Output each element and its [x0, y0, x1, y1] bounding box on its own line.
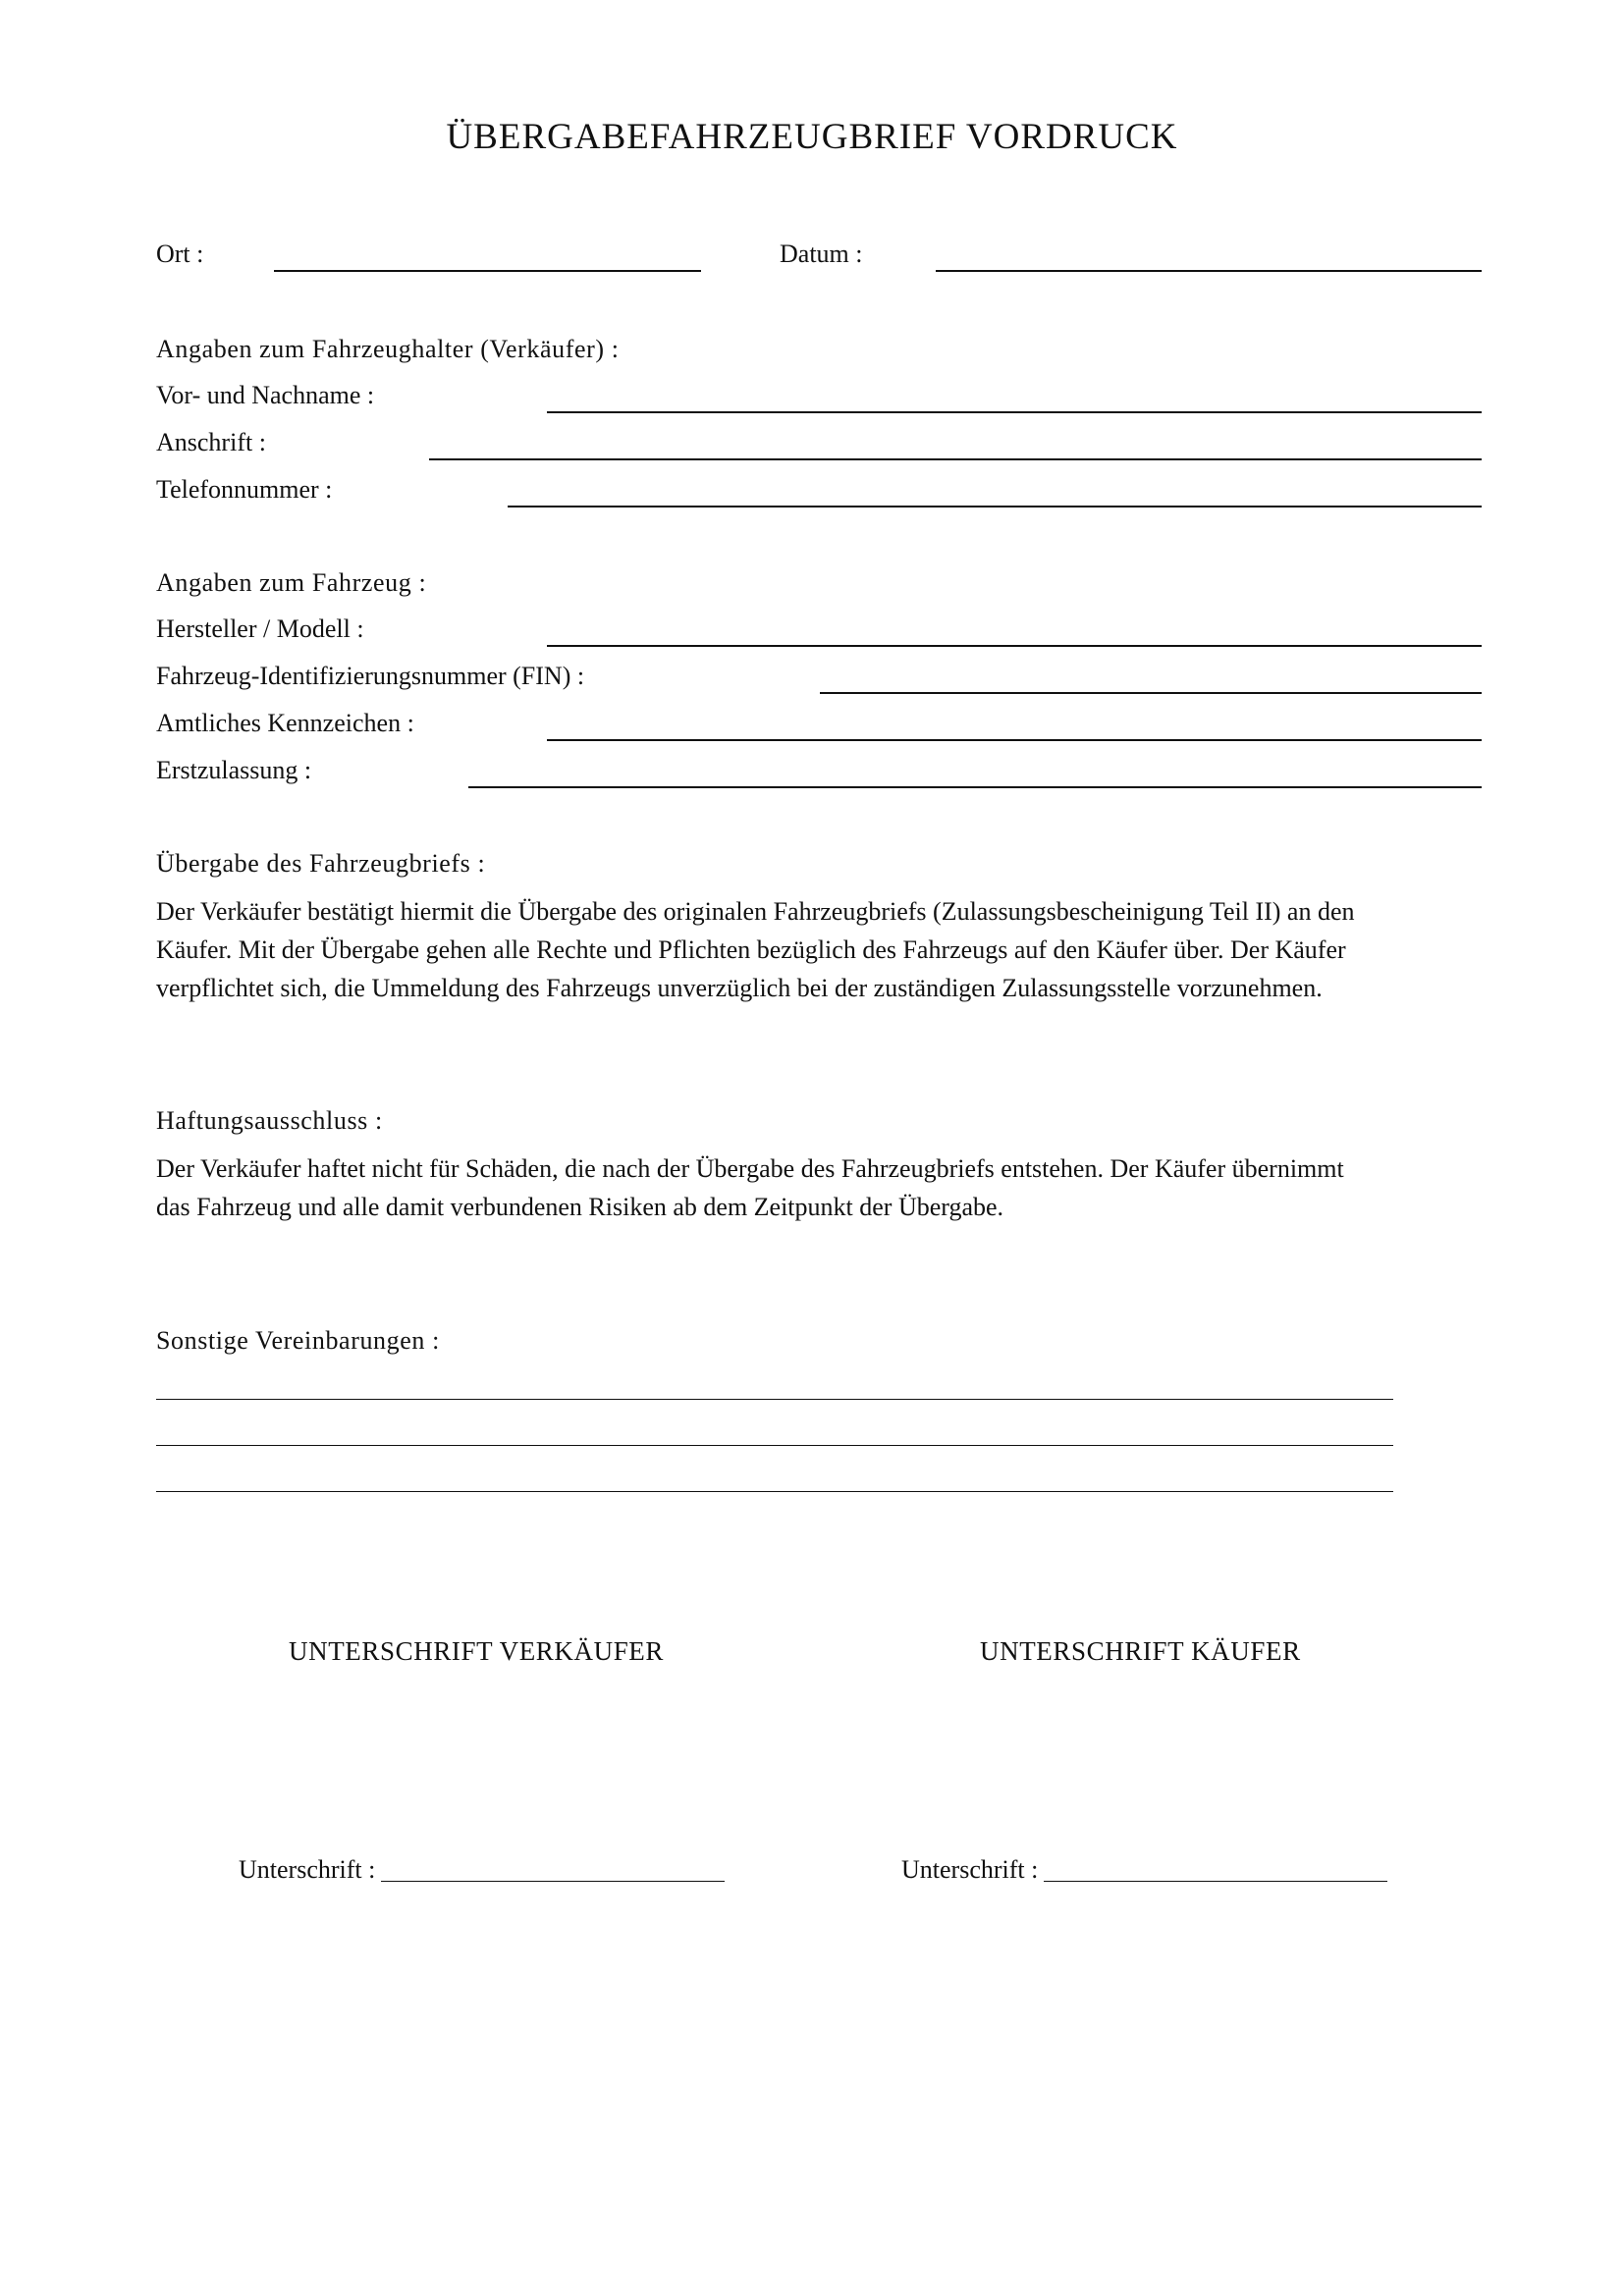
buyer-signature-label: Unterschrift : [901, 1855, 1039, 1884]
kennzeichen-label: Amtliches Kennzeichen : [156, 709, 414, 737]
buyer-signature-heading: UNTERSCHRIFT KÄUFER [980, 1636, 1301, 1666]
seller-signature-heading: UNTERSCHRIFT VERKÄUFER [289, 1636, 665, 1666]
name-label: Vor- und Nachname : [156, 381, 375, 409]
datum-label: Datum : [780, 240, 863, 268]
uebergabe-line: Käufer. Mit der Übergabe gehen alle Rechte und Pflichten bezüglich des Fahrzeugs auf den Käufer über. Der Käufer [156, 935, 1346, 964]
sonstige-heading: Sonstige Vereinbarungen : [156, 1326, 440, 1355]
uebergabe-line: Der Verkäufer bestätigt hiermit die Übergabe des originalen Fahrzeugbriefs (Zulassungsbescheinigung Teil II) an den [156, 897, 1355, 926]
erstzulassung-label: Erstzulassung : [156, 756, 312, 784]
fahrzeug-heading: Angaben zum Fahrzeug : [156, 568, 427, 597]
sonstige-line-2[interactable] [156, 1445, 1393, 1446]
ort-label: Ort : [156, 240, 204, 268]
uebergabe-text [156, 892, 1491, 1007]
modell-field[interactable] [547, 645, 1482, 647]
haftung-line: das Fahrzeug und alle damit verbundenen Risiken ab dem Zeitpunkt der Übergabe. [156, 1193, 1004, 1221]
uebergabe-heading: Übergabe des Fahrzeugbriefs : [156, 849, 486, 878]
name-field[interactable] [547, 411, 1482, 413]
seller-signature-field[interactable] [381, 1881, 725, 1882]
haftung-text [156, 1149, 1491, 1226]
telefon-label: Telefonnummer : [156, 475, 333, 504]
halter-heading: Angaben zum Fahrzeughalter (Verkäufer) : [156, 335, 620, 363]
erstzulassung-field[interactable] [468, 786, 1482, 788]
anschrift-field[interactable] [429, 458, 1482, 460]
uebergabe-line: verpflichtet sich, die Ummeldung des Fahrzeugs unverzüglich bei der zuständigen Zulassungsstelle vorzunehmen. [156, 974, 1323, 1002]
anschrift-label: Anschrift : [156, 428, 266, 456]
fin-label: Fahrzeug-Identifizierungsnummer (FIN) : [156, 662, 585, 690]
sonstige-line-3[interactable] [156, 1491, 1393, 1492]
buyer-signature-row [901, 1855, 1387, 1885]
datum-field[interactable] [936, 270, 1482, 272]
ort-field[interactable] [274, 270, 701, 272]
seller-signature-label: Unterschrift : [239, 1855, 376, 1884]
sonstige-line-1[interactable] [156, 1399, 1393, 1400]
document-title: ÜBERGABEFAHRZEUGBRIEF VORDRUCK [446, 117, 1178, 157]
seller-signature-row [239, 1855, 725, 1885]
kennzeichen-field[interactable] [547, 739, 1482, 741]
telefon-field[interactable] [508, 506, 1482, 507]
modell-label: Hersteller / Modell : [156, 614, 364, 643]
haftung-line: Der Verkäufer haftet nicht für Schäden, die nach der Übergabe des Fahrzeugbriefs entstehen. Der Käufer übernimmt [156, 1154, 1344, 1183]
buyer-signature-field[interactable] [1044, 1881, 1387, 1882]
haftung-heading: Haftungsausschluss : [156, 1106, 383, 1135]
fin-field[interactable] [820, 692, 1482, 694]
